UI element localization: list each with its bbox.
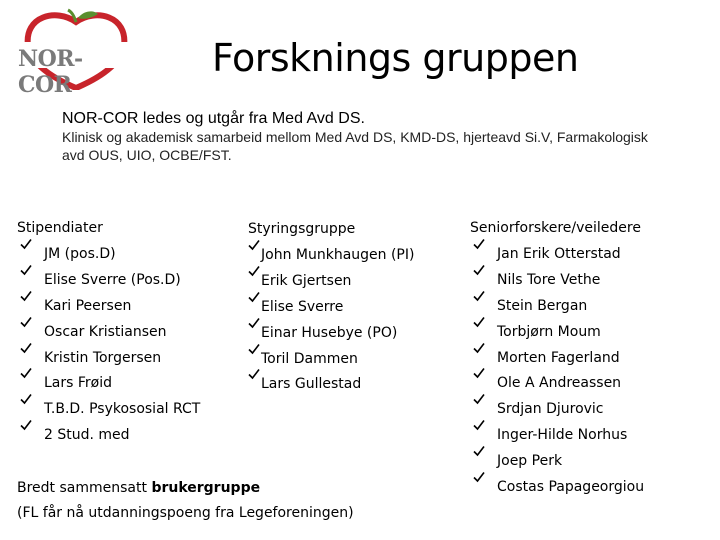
list-item [248,347,414,373]
list-item-label: T.B.D. Psykososial RCT [44,401,201,418]
list-item [470,268,644,294]
footer-prefix: Bredt sammensatt [17,480,152,496]
list-item [248,243,414,269]
subtext: Klinisk og akademisk samarbeid mellom Med Avd DS, KMD-DS, hjerteavd Si.V, Farmakologisk avd OUS, UIO, OCBE/FST. [62,129,648,163]
checkmark-icon [473,325,484,336]
list-item [470,371,644,397]
checkmark-icon [248,300,259,311]
styringsgruppe-heading: Styringsgruppe [248,221,356,237]
checkmark-icon [248,352,259,363]
checkmark-icon [248,274,259,285]
checkmark-icon [20,376,31,387]
styringsgruppe-list [248,243,414,398]
checkmark-icon [20,325,31,336]
checkmark-icon [20,273,31,284]
list-item-label: Nils Tore Vethe [497,271,601,288]
nor-cor-logo [16,8,136,98]
stipendiater-heading: Stipendiater [17,220,103,236]
list-item [470,475,644,501]
checkmark-icon [473,480,484,491]
stipendiater-list [17,242,200,449]
list-item [470,449,644,475]
list-item [470,397,644,423]
page-title: Forsknings gruppen [212,36,579,80]
checkmark-icon [20,402,31,413]
list-item-label: Joep Perk [497,453,563,470]
footer-line-2: (FL får nå utdanningspoeng fra Legeforeningen) [17,505,354,521]
list-item-label: Torbjørn Moum [497,323,601,340]
list-item-label: Ole A Andreassen [497,375,622,392]
checkmark-icon [473,351,484,362]
checkmark-icon [473,273,484,284]
list-item [470,242,644,268]
checkmark-icon [20,299,31,310]
list-item [248,372,414,398]
seniorforskere-list [470,242,644,501]
list-item-label: Inger-Hilde Norhus [497,427,628,444]
list-item [248,269,414,295]
checkmark-icon [248,377,259,388]
checkmark-icon [473,454,484,465]
list-item [248,295,414,321]
list-item [470,294,644,320]
checkmark-icon [248,248,259,259]
list-item-label: Elise Sverre [261,298,344,315]
checkmark-icon [20,247,31,258]
list-item [248,321,414,347]
list-item [17,320,200,346]
list-item [17,242,200,268]
list-item-label: Kristin Torgersen [44,349,162,366]
list-item-label: John Munkhaugen (PI) [261,247,415,263]
footer-line-1 [17,476,354,501]
subtitle: NOR-COR ledes og utgår fra Med Avd DS. [62,110,365,127]
list-item-label: JM (pos.D) [44,246,116,262]
logo-text: NOR-COR [18,46,83,98]
list-item [17,397,200,423]
checkmark-icon [20,428,31,439]
list-item-label: Elise Sverre (Pos.D) [44,271,181,288]
checkmark-icon [473,428,484,439]
list-item [470,346,644,372]
footer [17,476,354,526]
list-item [17,268,200,294]
checkmark-icon [20,351,31,362]
list-item-label: Einar Husebye (PO) [261,324,398,341]
list-item-label: 2 Stud. med [44,427,130,444]
list-item-label: Lars Frøid [44,375,113,392]
checkmark-icon [473,376,484,387]
checkmark-icon [473,247,484,258]
list-item-label: Kari Peersen [44,297,132,314]
seniorforskere-heading: Seniorforskere/veiledere [470,220,641,236]
list-item-label: Lars Gullestad [261,376,362,393]
checkmark-icon [473,402,484,413]
list-item [17,346,200,372]
list-item [470,320,644,346]
list-item [17,371,200,397]
list-item-label: Jan Erik Otterstad [497,246,621,262]
list-item-label: Oscar Kristiansen [44,323,167,340]
list-item-label: Stein Bergan [497,297,588,314]
list-item-label: Erik Gjertsen [261,272,352,289]
list-item-label: Morten Fagerland [497,349,620,366]
list-item-label: Toril Dammen [261,350,358,367]
list-item [470,423,644,449]
list-item [17,423,200,449]
checkmark-icon [473,299,484,310]
list-item-label: Costas Papageorgiou [497,479,645,496]
footer-bold: brukergruppe [151,480,261,496]
checkmark-icon [248,326,259,337]
list-item [17,294,200,320]
list-item-label: Srdjan Djurovic [497,401,604,418]
